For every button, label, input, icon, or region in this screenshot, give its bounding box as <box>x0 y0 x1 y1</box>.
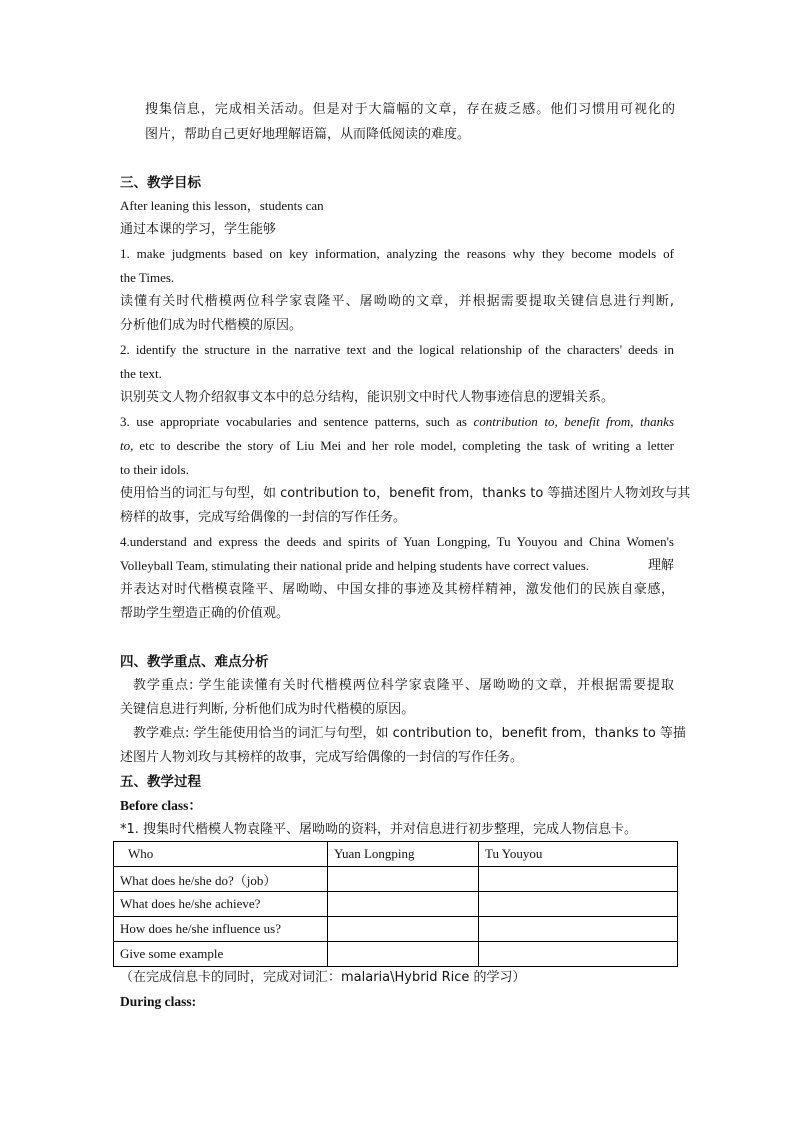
objective-3-en-line-1 <box>120 411 674 433</box>
objective-2-en-line-2: the text. <box>120 366 162 381</box>
table-cell[interactable] <box>479 892 678 917</box>
objective-1-zh-line-1: 读懂有关时代楷模两位科学家袁隆平、屠呦呦的文章，并根据需要提取关键信息进行判断, <box>120 294 674 309</box>
task-1: *1. 搜集时代楷模人物袁隆平、屠呦呦的资料，并对信息进行初步整理，完成人物信息卡。 <box>120 822 638 837</box>
table-cell[interactable] <box>328 917 479 942</box>
objective-3-en-line-2-text: , etc to describe the story of Liu Mei and her role model, completing the task of writing a letter <box>130 438 674 453</box>
objective-3-en-line-3: to their idols. <box>120 462 189 477</box>
table-cell[interactable] <box>479 917 678 942</box>
table-cell: What does he/she achieve? <box>114 892 328 917</box>
table-row <box>114 942 678 967</box>
table-cell[interactable] <box>328 867 479 892</box>
objective-4-en-line-2 <box>120 555 674 577</box>
objectives-lead-zh: 通过本课的学习，学生能够 <box>120 222 277 237</box>
objective-1-en-line-1: 1. make judgments based on key information, analyzing the reasons why they become models of <box>120 246 674 261</box>
table-header-row <box>114 842 678 867</box>
during-class-label: During class: <box>120 994 197 1009</box>
table-cell[interactable] <box>479 867 678 892</box>
objective-4-en-line-1: 4.understand and express the deeds and spirits of Yuan Longping, Tu Youyou and China Women's <box>120 534 674 549</box>
objective-2-en-line-1: 2. identify the structure in the narrative text and the logical relationship of the characters' deeds in <box>120 342 674 357</box>
table-cell: How does he/she influence us? <box>114 917 328 942</box>
section-5-title: 五、教学过程 <box>120 774 201 790</box>
key-point-line-2: 关键信息进行判断, 分析他们成为时代楷模的原因。 <box>120 702 415 717</box>
table-row <box>114 892 678 917</box>
table-cell[interactable] <box>479 942 678 967</box>
before-class-label: Before class： <box>120 798 202 813</box>
objective-3-en-line-1-italic: contribution to, benefit from, thanks <box>473 414 675 429</box>
intro-line-2: 图片，帮助自己更好地理解语篇，从而降低阅读的难度。 <box>145 127 471 142</box>
table-row <box>114 867 678 892</box>
difficult-point-line-2: 述图片人物刘玫与其榜样的故事，完成写给偶像的一封信的写作任务。 <box>120 750 524 765</box>
objective-3-en-line-2-italic: to <box>120 438 131 453</box>
table-cell: What does he/she do?（job） <box>114 867 328 892</box>
objectives-lead-en: After leaning this lesson，students can <box>120 198 324 213</box>
objective-3-zh-line-2: 榜样的故事，完成写给偶像的一封信的写作任务。 <box>120 510 407 525</box>
key-point-line-1: 教学重点: 学生能读懂有关时代楷模两位科学家袁隆平、屠呦呦的文章，并根据需要提取 <box>133 678 674 693</box>
objective-1-en-line-2: the Times. <box>120 270 175 285</box>
objective-4-en-line-2-zh: 理解 <box>647 558 674 573</box>
objective-4-zh-line-1: 并表达对时代楷模袁隆平、屠呦呦、中国女排的事迹及其榜样精神，激发他们的民族自豪感， <box>120 582 674 597</box>
intro-line-1: 搜集信息，完成相关活动。但是对于大篇幅的文章，存在疲乏感。他们习惯用可视化的 <box>145 102 675 117</box>
objective-3-en-line-1-text: 3. use appropriate vocabularies and sentence patterns, such as <box>120 414 474 429</box>
objective-4-zh-line-2: 帮助学生塑造正确的价值观。 <box>120 606 290 621</box>
vocabulary-note: （在完成信息卡的同时，完成对词汇：malaria\Hybrid Rice 的学习） <box>120 970 526 985</box>
section-4-title: 四、教学重点、难点分析 <box>120 654 269 670</box>
difficult-point-line-1: 教学难点: 学生能使用恰当的词汇与句型，如 contribution to，benefit from，thanks to 等描 <box>133 726 686 741</box>
objective-4-en-line-2-text: Volleyball Team, stimulating their national pride and helping students have correct values. <box>120 558 590 573</box>
objective-1-zh-line-2: 分析他们成为时代楷模的原因。 <box>120 318 303 333</box>
table-cell: Give some example <box>114 942 328 967</box>
objective-2-zh: 识别英文人物介绍叙事文本中的总分结构，能识别文中时代人物事迹信息的逻辑关系。 <box>120 390 615 405</box>
section-3-title: 三、教学目标 <box>120 175 201 191</box>
table-header-cell: Who <box>114 842 328 867</box>
objective-3-zh-line-1: 使用恰当的词汇与句型，如 contribution to，benefit from，thanks to 等描述图片人物刘玫与其 <box>120 486 691 501</box>
objective-3-en-line-2 <box>120 435 674 457</box>
info-card-table <box>113 841 678 967</box>
table-cell[interactable] <box>328 892 479 917</box>
table-cell[interactable] <box>328 942 479 967</box>
table-header-cell: Tu Youyou <box>479 842 678 867</box>
table-row <box>114 917 678 942</box>
table-header-cell: Yuan Longping <box>328 842 479 867</box>
